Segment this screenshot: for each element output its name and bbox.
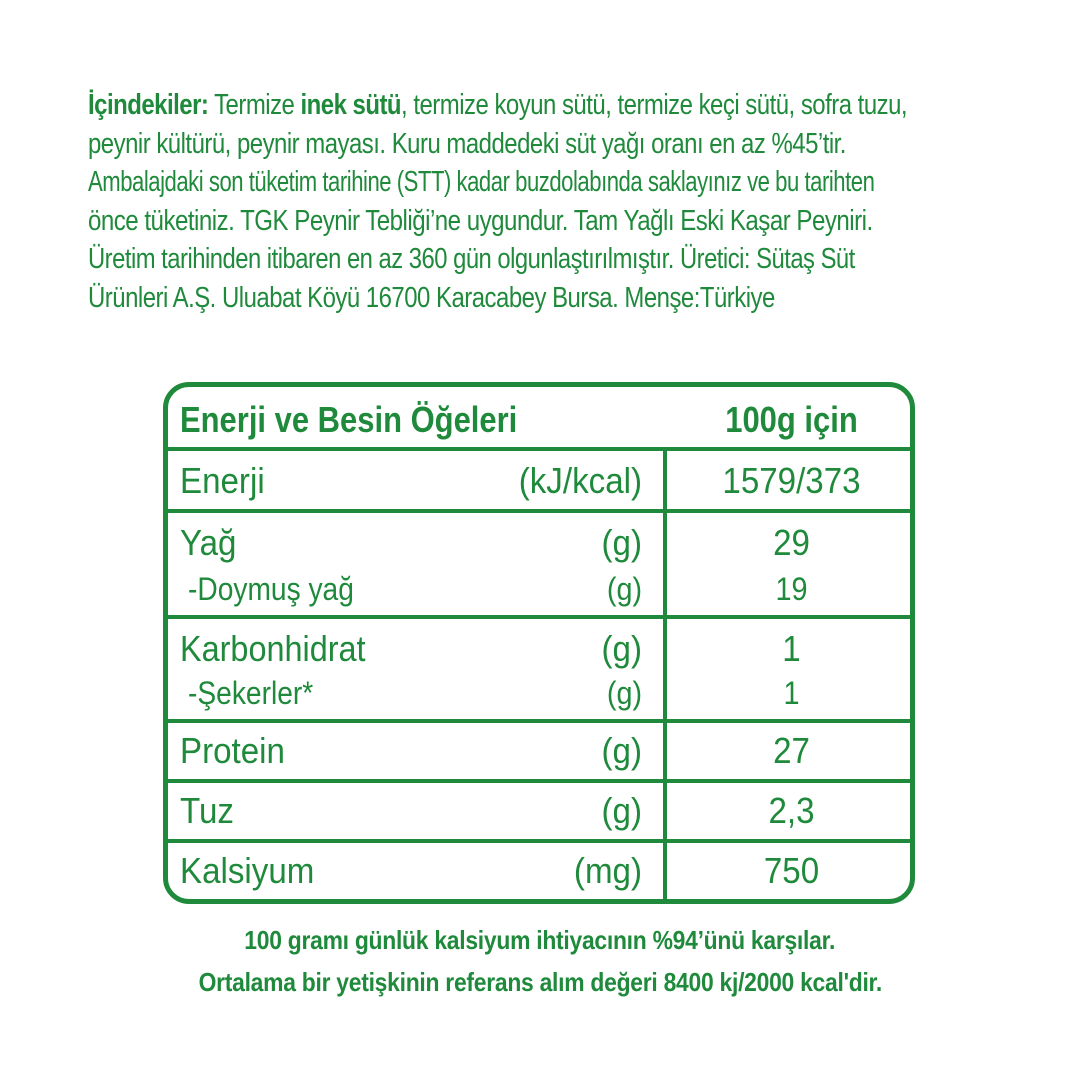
nutrient-name: Kalsiyum (180, 850, 315, 891)
nutrient-unit: (g) (606, 571, 642, 607)
reference-intake-note (0, 967, 1080, 998)
nutrient-value: 1579/373 (722, 460, 861, 501)
table-row (168, 451, 910, 513)
nutrient-value: 1 (782, 628, 801, 669)
calcium-note (0, 925, 1080, 956)
ingredients-line-1 (88, 86, 908, 125)
calcium-note-text: 100 gramı günlük kalsiyum ihtiyacının %94’ünü karşılar. (244, 925, 836, 955)
nutrient-name: Enerji (180, 460, 265, 501)
nutrient-name: Protein (180, 730, 285, 771)
ingredients-text-part: Termize (208, 89, 301, 121)
table-row (168, 723, 910, 783)
nutrient-unit: (kJ/kcal) (518, 460, 642, 501)
table-row (168, 783, 910, 843)
ingredients-line-5: Üretim tarihinden itibaren en az 360 gün olgunlaştırılmıştır. Üretici: Sütaş Süt (88, 243, 855, 275)
ingredients-text-part: , termize koyun sütü, termize keçi sütü, sofra tuzu, (401, 89, 908, 121)
nutrient-value: 27 (773, 730, 810, 771)
nutrient-value: 750 (763, 850, 820, 891)
nutrient-name: Karbonhidrat (180, 628, 366, 669)
nutrient-name: Yağ (180, 522, 237, 563)
ingredients-line-4: önce tüketiniz. TGK Peynir Tebliği’ne uygundur. Tam Yağlı Eski Kaşar Peyniri. (88, 204, 873, 237)
ingredients-text (88, 86, 998, 317)
reference-intake-text: Ortalama bir yetişkinin referans alım değeri 8400 kj/2000 kcal'dir. (198, 967, 882, 997)
nutrient-name: Tuz (180, 790, 234, 831)
ingredients-line-2: peynir kültürü, peynir mayası. Kuru maddedeki süt yağı oranı en az %45’tir. (88, 127, 846, 160)
nutrition-table (163, 382, 915, 904)
header-nutrient: Enerji ve Besin Öğeleri (180, 399, 518, 440)
nutrient-unit: (g) (606, 675, 642, 711)
nutrient-value: 1 (783, 675, 800, 711)
nutrient-value: 19 (775, 571, 808, 607)
nutrient-unit: (g) (601, 522, 642, 563)
ingredients-line-6: Ürünleri A.Ş. Uluabat Köyü 16700 Karacabey Bursa. Menşe:Türkiye (88, 281, 775, 314)
nutrient-unit: (mg) (573, 850, 642, 891)
header-per-100g: 100g için (725, 399, 858, 440)
table-header-row (168, 387, 910, 451)
nutrient-value: 2,3 (768, 790, 815, 831)
table-row (168, 843, 910, 904)
ingredients-highlight: inek sütü (300, 89, 402, 121)
nutrient-subname: -Şekerler* (188, 675, 314, 711)
nutrient-subname: -Doymuş yağ (188, 571, 354, 607)
ingredients-line-3: Ambalajdaki son tüketim tarihine (STT) kadar buzdolabında saklayınız ve bu tarihten (88, 166, 875, 198)
nutrient-unit: (g) (601, 790, 642, 831)
nutrient-value: 29 (773, 522, 810, 563)
table-row (168, 619, 910, 723)
table-row (168, 513, 910, 619)
ingredients-label: İçindekiler: (88, 89, 209, 121)
nutrient-unit: (g) (601, 730, 642, 771)
nutrient-unit: (g) (601, 628, 642, 669)
